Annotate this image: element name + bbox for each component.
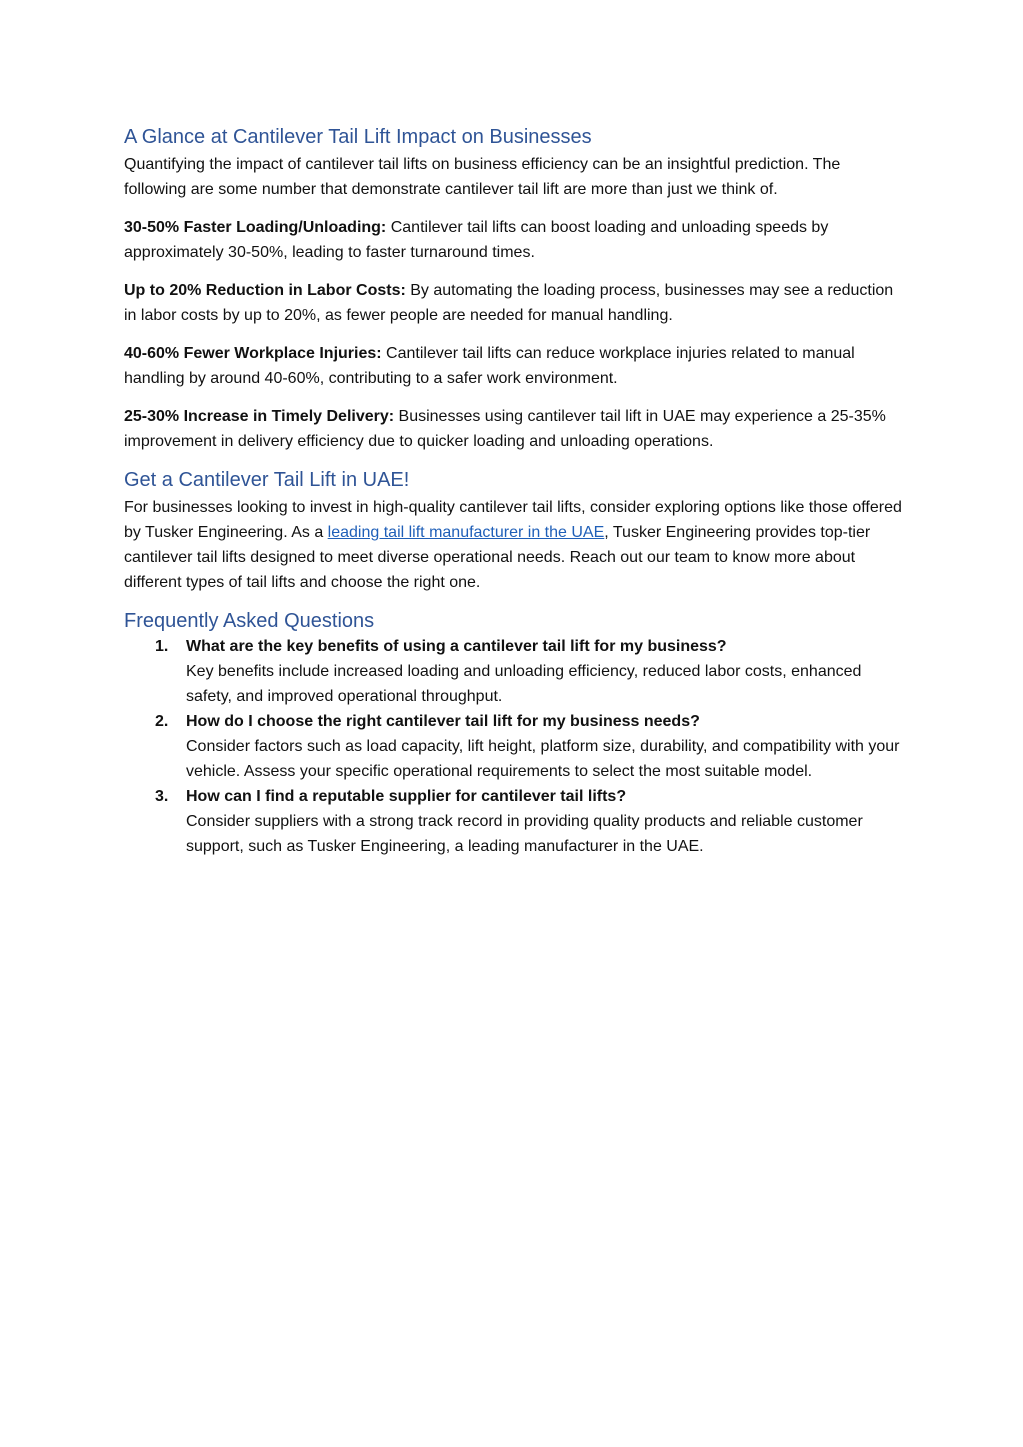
faq-answer: Consider suppliers with a strong track record in providing quality products and reliable customer support, such as Tusker Engineering, a leading manufacturer in the UAE.	[186, 813, 863, 855]
stat-label: 25-30% Increase in Timely Delivery:	[124, 408, 395, 425]
stat-paragraph-loading	[124, 215, 904, 265]
stat-label: 40-60% Fewer Workplace Injuries:	[124, 345, 382, 362]
faq-item	[124, 784, 904, 859]
section-heading-impact: A Glance at Cantilever Tail Lift Impact on Businesses	[124, 126, 592, 148]
stat-paragraph-injuries	[124, 341, 904, 391]
faq-question: What are the key benefits of using a cantilever tail lift for my business?	[186, 638, 727, 655]
faq-item	[124, 709, 904, 784]
faq-question: How can I find a reputable supplier for cantilever tail lifts?	[186, 788, 627, 805]
faq-number: 3.	[155, 788, 169, 805]
stat-text: By automating the loading process, businesses may see a reduction in labor costs by up to 20%, as fewer people are needed for manual handling.	[124, 282, 894, 324]
stat-paragraph-delivery	[124, 404, 904, 454]
stat-text: Cantilever tail lifts can reduce workplace injuries related to manual handling by around 40-60%, contributing to a safer work environment.	[124, 345, 855, 387]
faq-number: 2.	[155, 713, 169, 730]
faq-question: How do I choose the right cantilever tail lift for my business needs?	[186, 713, 700, 730]
stat-paragraph-labor	[124, 278, 904, 328]
impact-intro-paragraph: Quantifying the impact of cantilever tail lifts on business efficiency can be an insightful prediction. The following are some number that demonstrate cantilever tail lift are more than just we think of.	[124, 156, 841, 198]
faq-list	[124, 634, 904, 859]
faq-item	[124, 634, 904, 709]
paragraph-text: For businesses looking to invest in high-quality cantilever tail lifts, consider exploring options like those offered by Tusker Engineering. As a	[124, 499, 902, 541]
faq-answer: Key benefits include increased loading and unloading efficiency, reduced labor costs, enhanced safety, and improved operational throughput.	[186, 663, 862, 705]
section-heading-get-lift: Get a Cantilever Tail Lift in UAE!	[124, 469, 410, 491]
manufacturer-link[interactable]: leading tail lift manufacturer in the UAE	[327, 524, 605, 541]
stat-text: Businesses using cantilever tail lift in UAE may experience a 25-35% improvement in delivery efficiency due to quicker loading and unloading operations.	[124, 408, 886, 450]
stat-label: Up to 20% Reduction in Labor Costs:	[124, 282, 406, 299]
stat-text: Cantilever tail lifts can boost loading and unloading speeds by approximately 30-50%, leading to faster turnaround times.	[124, 219, 829, 261]
paragraph-text: , Tusker Engineering provides top-tier cantilever tail lifts designed to meet diverse operational needs. Reach out our team to know more about different types of tail lifts and choose the right one.	[124, 524, 871, 591]
stat-label: 30-50% Faster Loading/Unloading:	[124, 219, 387, 236]
document-page	[124, 124, 904, 859]
get-lift-paragraph	[124, 495, 904, 595]
section-heading-faq: Frequently Asked Questions	[124, 610, 375, 632]
faq-answer: Consider factors such as load capacity, lift height, platform size, durability, and compatibility with your vehicle. Assess your specific operational requirements to select the most suitable model.	[186, 738, 900, 780]
faq-number: 1.	[155, 638, 169, 655]
